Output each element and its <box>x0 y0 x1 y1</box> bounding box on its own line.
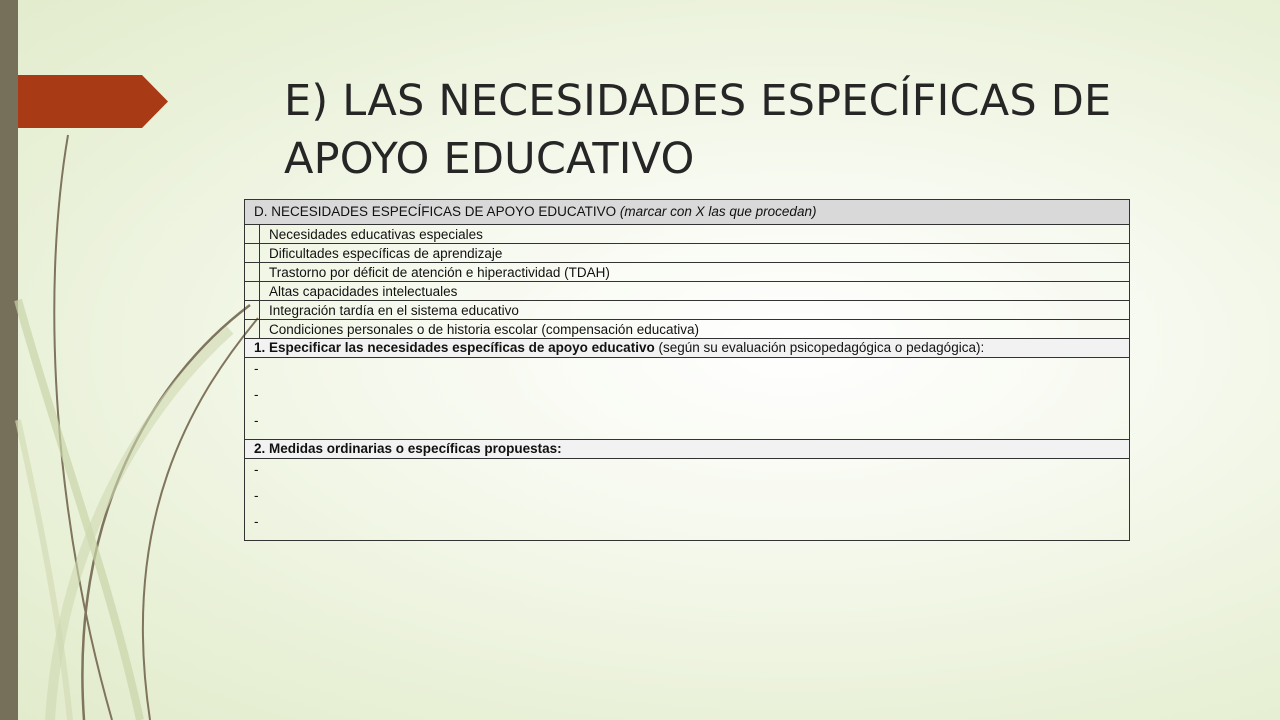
need-row <box>245 282 1130 301</box>
section2-line: - <box>254 462 259 477</box>
need-row <box>245 244 1130 263</box>
section2-line: - <box>254 514 259 529</box>
section2-header <box>245 440 1130 459</box>
need-row <box>245 225 1130 244</box>
section2-title: 2. Medidas ordinarias o específicas propuestas: <box>254 441 562 456</box>
need-row <box>245 263 1130 282</box>
section2-header-row <box>245 440 1130 459</box>
needs-form-table <box>244 199 1130 541</box>
need-checkbox[interactable] <box>245 244 260 263</box>
section1-title-note: (según su evaluación psicopedagógica o pedagógica): <box>658 340 985 355</box>
need-checkbox[interactable] <box>245 263 260 282</box>
title-accent-arrow <box>18 75 168 128</box>
need-label: Condiciones personales o de historia escolar (compensación educativa) <box>260 320 1130 339</box>
need-row <box>245 301 1130 320</box>
need-row <box>245 320 1130 339</box>
section2-entry-area[interactable] <box>245 459 1130 541</box>
section1-header <box>245 339 1130 358</box>
need-label: Trastorno por déficit de atención e hiperactividad (TDAH) <box>260 263 1130 282</box>
section2-line: - <box>254 488 259 503</box>
need-label: Altas capacidades intelectuales <box>260 282 1130 301</box>
section1-line: - <box>254 361 259 376</box>
section1-title: 1. Especificar las necesidades específicas de apoyo educativo <box>254 340 655 355</box>
section2-body-row <box>245 459 1130 541</box>
section1-body-row <box>245 358 1130 440</box>
slide-title: E) LAS NECESIDADES ESPECÍFICAS DE APOYO EDUCATIVO <box>284 76 1112 184</box>
section1-line: - <box>254 413 259 428</box>
need-checkbox[interactable] <box>245 301 260 320</box>
section1-header-row <box>245 339 1130 358</box>
need-checkbox[interactable] <box>245 282 260 301</box>
need-checkbox[interactable] <box>245 320 260 339</box>
section1-entry-area[interactable] <box>245 358 1130 440</box>
need-checkbox[interactable] <box>245 225 260 244</box>
section1-line: - <box>254 387 259 402</box>
form-header-row <box>245 200 1130 225</box>
need-label: Dificultades específicas de aprendizaje <box>260 244 1130 263</box>
form-header-cell <box>245 200 1130 225</box>
need-label: Necesidades educativas especiales <box>260 225 1130 244</box>
form-header-note: (marcar con X las que procedan) <box>619 204 817 219</box>
need-label: Integración tardía en el sistema educativo <box>260 301 1130 320</box>
form-header-label: D. NECESIDADES ESPECÍFICAS DE APOYO EDUCATIVO <box>254 204 617 219</box>
